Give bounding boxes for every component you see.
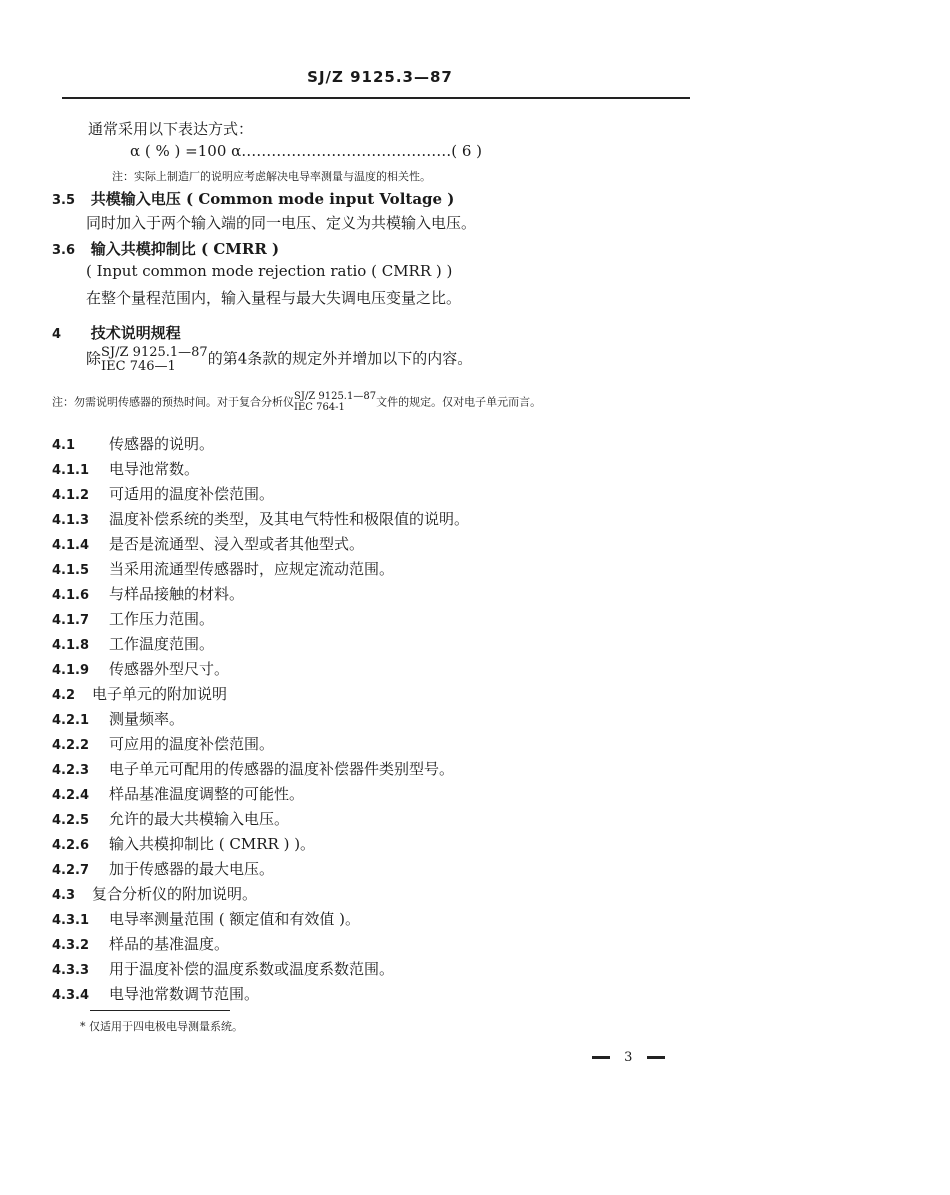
- section-title: 技术说明规程: [90, 324, 181, 342]
- item-number: 4.3: [52, 888, 76, 903]
- formula-6: α ( % ) =100 α……………………………………( 6 ): [130, 142, 483, 160]
- item-number: 4.2.4: [52, 788, 90, 803]
- item-text: 加于传感器的最大电压。: [109, 860, 275, 878]
- list-item: [52, 808, 289, 829]
- list-item: [52, 883, 257, 904]
- item-number: 4.2.6: [52, 838, 90, 853]
- dash-right: [647, 1056, 665, 1059]
- list-item: [52, 633, 214, 654]
- list-item: [52, 583, 244, 604]
- item-number: 4.1.6: [52, 588, 90, 603]
- item-text: 传感器外型尺寸。: [109, 660, 230, 678]
- item-text: 电子单元的附加说明: [92, 685, 228, 703]
- list-item: [52, 908, 360, 929]
- item-number: 4.1.7: [52, 613, 90, 628]
- item-text: 电导池常数调节范围。: [109, 985, 260, 1003]
- item-text: 传感器的说明。: [109, 435, 215, 453]
- list-item: [52, 758, 454, 779]
- item-number: 4.3.2: [52, 938, 90, 953]
- item-number: 4.1: [52, 438, 76, 453]
- item-number: 4.2.7: [52, 863, 90, 878]
- frac-top: SJ/Z 9125.1—87: [101, 345, 208, 360]
- list-item: [52, 483, 274, 504]
- note-post: 文件的规定。仅对电子单元而言。: [376, 395, 542, 409]
- page-number-value: 3: [624, 1050, 633, 1065]
- item-text: 电子单元可配用的传感器的温度补偿器件类别型号。: [109, 760, 455, 778]
- list-item: [52, 958, 394, 979]
- list-item: [52, 708, 184, 729]
- item-text: 是否是流通型、浸入型或者其他型式。: [109, 535, 365, 553]
- section-4-intro: [86, 346, 472, 373]
- item-text: 工作温度范围。: [109, 635, 215, 653]
- item-number: 4.2: [52, 688, 76, 703]
- item-number: 4.1.1: [52, 463, 90, 478]
- note-pre: 注：勿需说明传感器的预热时间。对于复合分析仪: [52, 395, 294, 409]
- item-number: 4.1.5: [52, 563, 90, 578]
- item-text: 可适用的温度补偿范围。: [109, 485, 275, 503]
- list-item: [52, 433, 214, 454]
- intro-pre: 除: [86, 349, 102, 368]
- intro-note: 注：实际上制造厂的说明应考虑解决电导率测量与温度的相关性。: [112, 170, 431, 183]
- item-number: 4.3.1: [52, 913, 90, 928]
- item-text: 用于温度补偿的温度系数或温度系数范围。: [109, 960, 395, 978]
- section-number: 3.5: [52, 193, 76, 208]
- section-title: 共模输入电压 ( Common mode input Voltage ): [90, 190, 455, 208]
- item-number: 4.1.2: [52, 488, 90, 503]
- list-item: [52, 458, 199, 479]
- footnote: * 仅适用于四电极电导测量系统。: [80, 1020, 243, 1033]
- list-item: [52, 508, 469, 529]
- list-item: [52, 933, 229, 954]
- list-item: [52, 783, 304, 804]
- intro-line: 通常采用以下表达方式：: [88, 120, 254, 138]
- note-standard-reference: [294, 392, 376, 413]
- frac-bottom: IEC 746—1: [101, 358, 176, 374]
- item-number: 4.2.5: [52, 813, 90, 828]
- item-text: 复合分析仪的附加说明。: [92, 885, 258, 903]
- section-title: 输入共模抑制比 ( CMRR ): [90, 240, 280, 258]
- item-number: 4.1.8: [52, 638, 90, 653]
- list-item: [52, 733, 274, 754]
- item-number: 4.2.2: [52, 738, 90, 753]
- list-item: [52, 858, 274, 879]
- item-number: 4.3.3: [52, 963, 90, 978]
- item-text: 样品的基准温度。: [109, 935, 230, 953]
- section-3-6: [52, 238, 279, 259]
- section-4: [52, 322, 181, 343]
- item-text: 与样品接触的材料。: [109, 585, 245, 603]
- section-3-5-body: 同时加入于两个输入端的同一电压、定义为共模输入电压。: [86, 214, 477, 232]
- header-code: SJ/Z 9125.3—87: [307, 68, 453, 86]
- item-number: 4.2.1: [52, 713, 90, 728]
- header-rule: [62, 97, 690, 99]
- section-number: 4: [52, 327, 62, 342]
- item-text: 电导池常数。: [109, 460, 200, 478]
- frac-top: SJ/Z 9125.1—87: [294, 391, 377, 402]
- item-number: 4.1.4: [52, 538, 90, 553]
- item-text: 可应用的温度补偿范围。: [109, 735, 275, 753]
- frac-bottom: IEC 764-1: [294, 401, 345, 413]
- item-number: 4.1.3: [52, 513, 90, 528]
- list-item: [52, 608, 214, 629]
- item-text: 允许的最大共模输入电压。: [109, 810, 290, 828]
- item-text: 测量频率。: [109, 710, 185, 728]
- section-4-note: [52, 392, 541, 413]
- section-3-5: [52, 188, 454, 209]
- item-text: 当采用流通型传感器时，应规定流动范围。: [109, 560, 395, 578]
- section-number: 3.6: [52, 243, 76, 258]
- section-3-6-body: 在整个量程范围内，输入量程与最大失调电压变量之比。: [86, 289, 462, 307]
- item-text: 样品基准温度调整的可能性。: [109, 785, 305, 803]
- item-number: 4.1.9: [52, 663, 90, 678]
- list-item: [52, 833, 315, 854]
- list-item: [52, 533, 364, 554]
- item-text: 工作压力范围。: [109, 610, 215, 628]
- item-text: 温度补偿系统的类型，及其电气特性和极限值的说明。: [109, 510, 470, 528]
- intro-post: 的第4条款的规定外并增加以下的内容。: [207, 349, 473, 368]
- item-number: 4.2.3: [52, 763, 90, 778]
- page-number: [592, 1050, 665, 1065]
- item-text: 输入共模抑制比 ( CMRR ) )。: [109, 835, 316, 853]
- dash-left: [592, 1056, 610, 1059]
- standard-reference: [101, 346, 208, 373]
- item-number: 4.3.4: [52, 988, 90, 1003]
- list-item: [52, 658, 229, 679]
- list-item: [52, 683, 227, 704]
- list-item: [52, 558, 394, 579]
- section-3-6-english: ( Input common mode rejection ratio ( CMRR ) ): [86, 262, 453, 280]
- list-item: [52, 983, 259, 1004]
- item-text: 电导率测量范围 ( 额定值和有效值 )。: [109, 910, 361, 928]
- footnote-rule: [90, 1010, 230, 1011]
